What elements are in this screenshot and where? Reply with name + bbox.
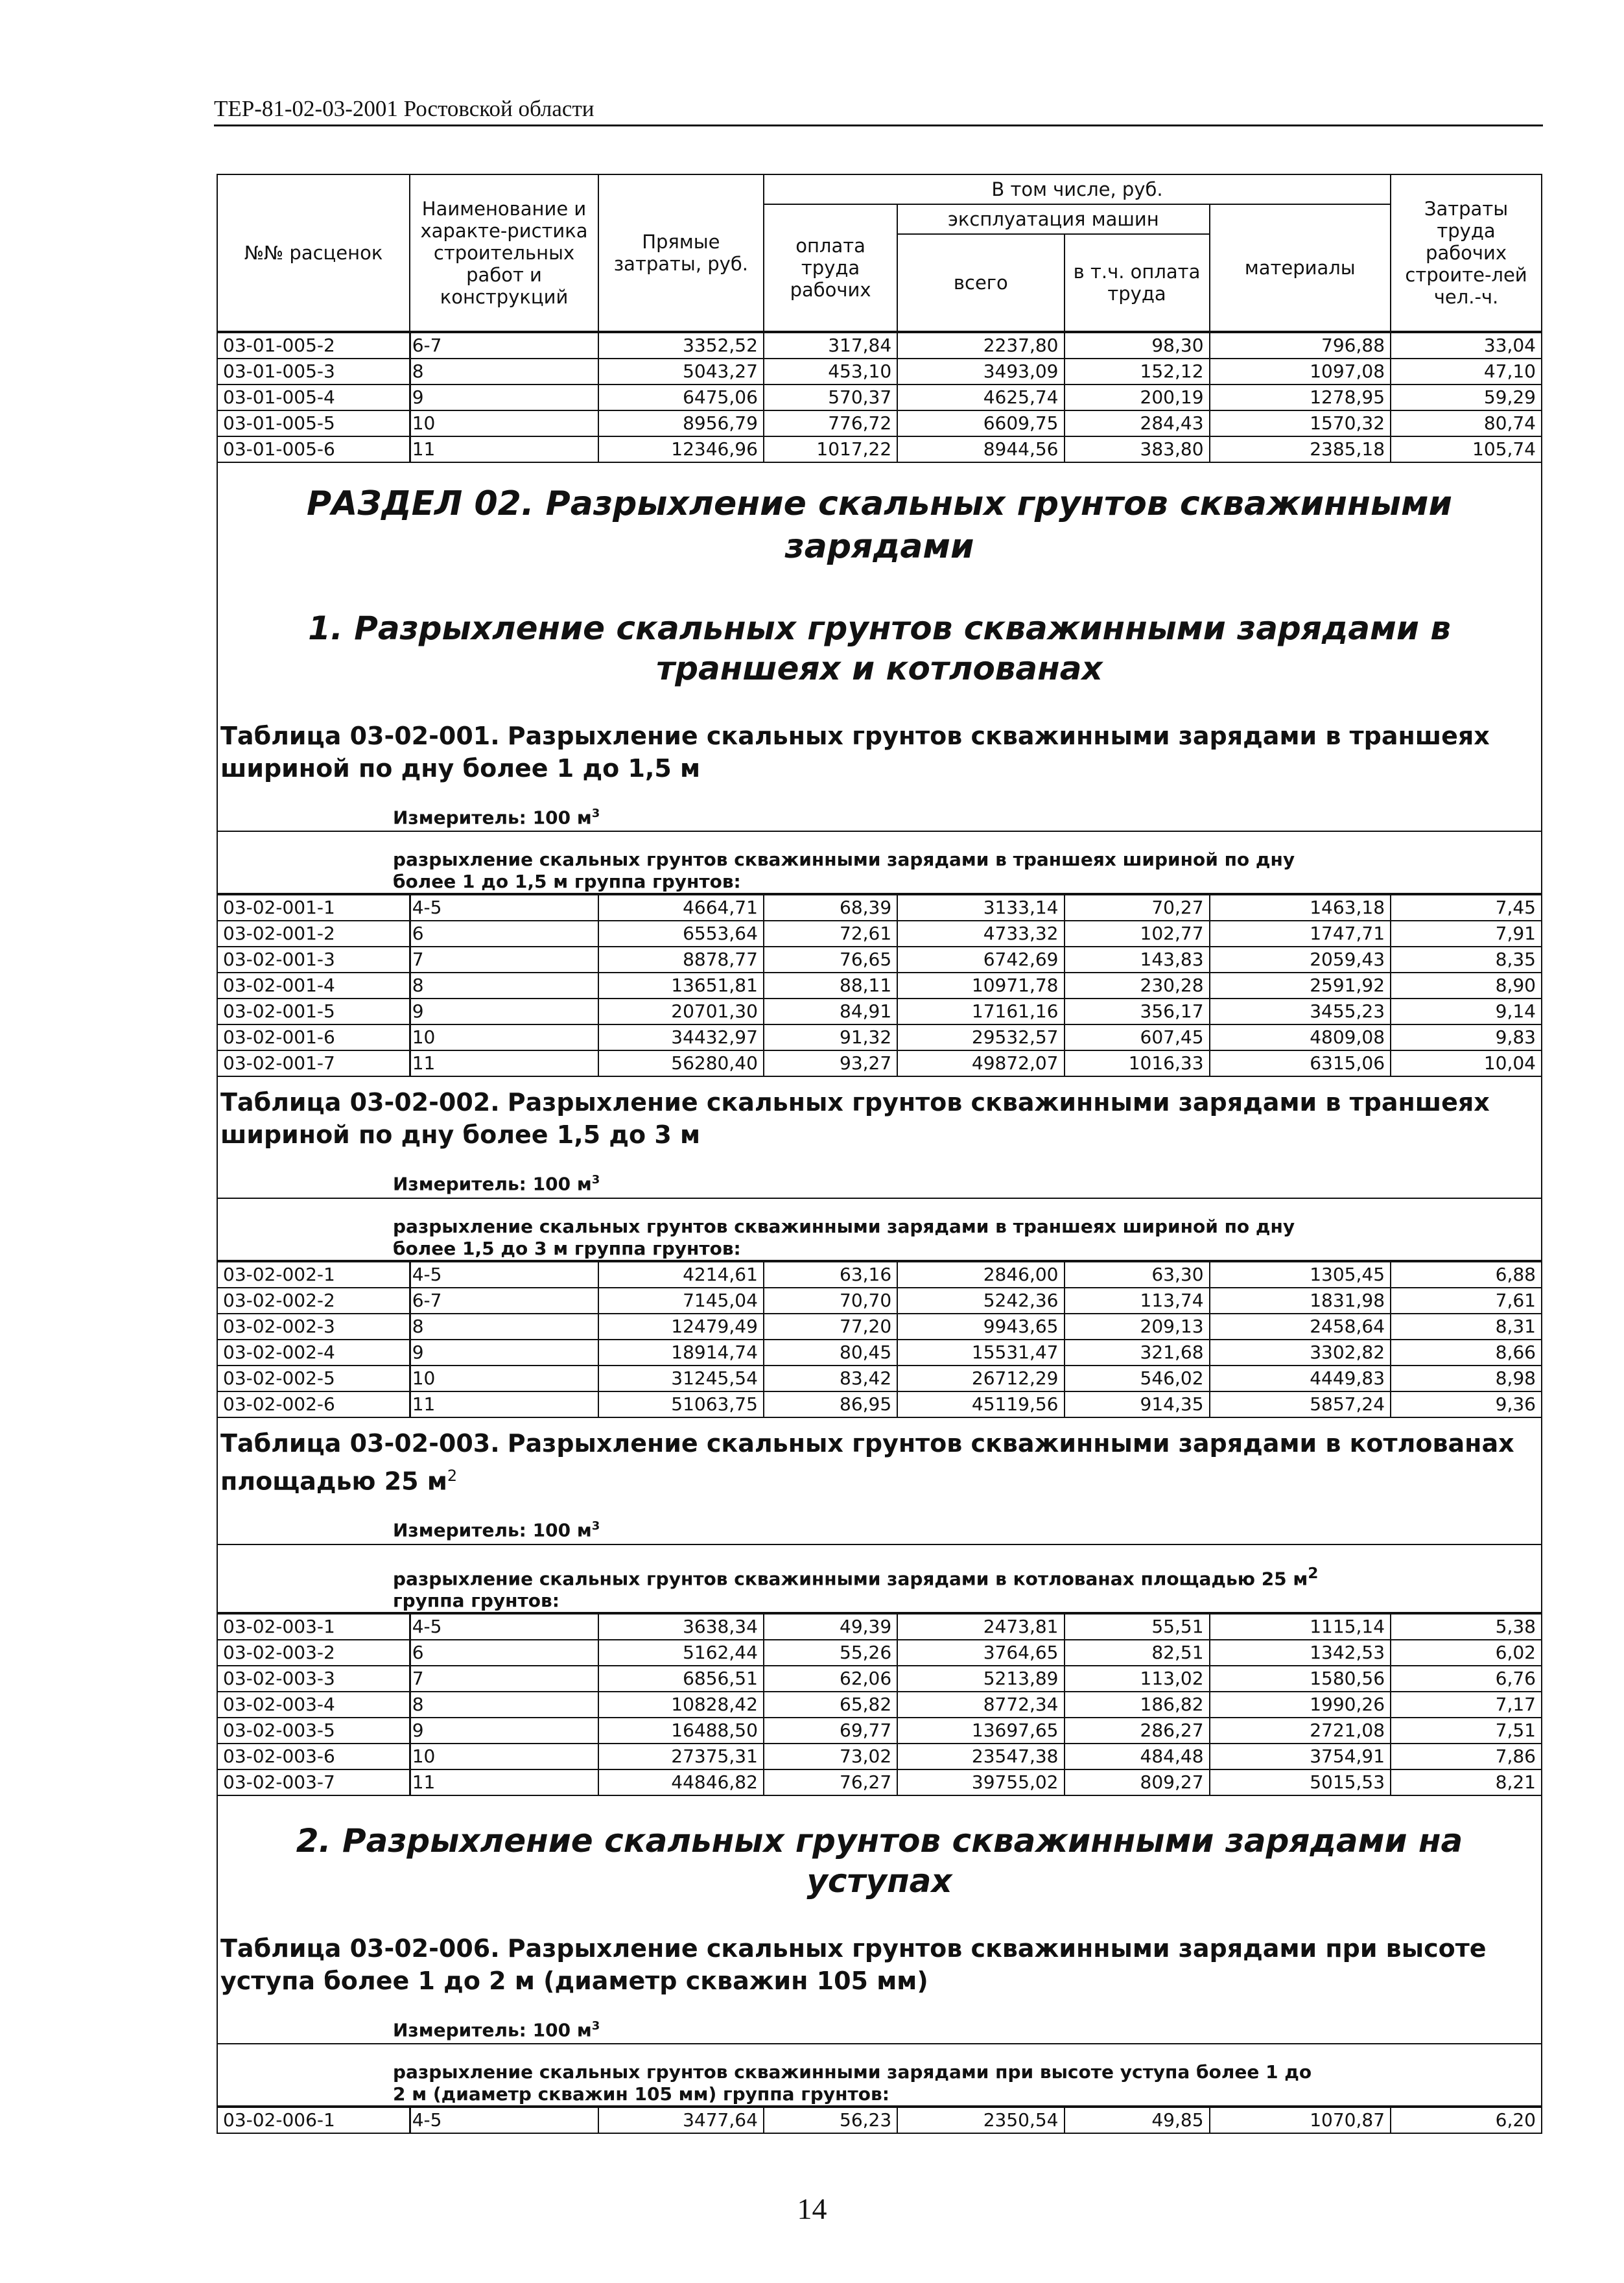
materials: 1115,14 [1210,1614,1391,1640]
rate-code: 03-02-003-2 [217,1640,410,1666]
direct-costs: 3352,52 [598,333,764,359]
machines-total: 2846,00 [897,1262,1064,1288]
soil-group: 8 [410,1692,598,1718]
direct-costs: 27375,31 [598,1744,764,1769]
table-code: Таблица 03-02-001. [220,722,500,750]
rate-code: 03-02-006-1 [217,2107,410,2133]
machines-pay: 809,27 [1065,1769,1210,1795]
machines-total: 6742,69 [897,947,1064,973]
machines-total: 6609,75 [897,410,1064,436]
labor-pay: 56,23 [764,2107,897,2133]
labor-cost: 7,86 [1391,1744,1542,1769]
header-code: №№ расценок [217,174,410,331]
direct-costs: 18914,74 [598,1340,764,1366]
machines-pay: 70,27 [1065,895,1210,921]
machines-pay: 200,19 [1065,384,1210,410]
labor-cost: 8,66 [1391,1340,1542,1366]
soil-group: 6 [410,1640,598,1666]
rate-code: 03-01-005-4 [217,384,410,410]
table-row [217,1391,1542,1417]
header-labor-pay: оплата труда рабочих [764,204,897,331]
machines-total: 15531,47 [897,1340,1064,1366]
machines-pay: 546,02 [1065,1366,1210,1391]
labor-cost: 8,35 [1391,947,1542,973]
table-03-02-001 [217,894,1542,1077]
table-row [217,1262,1542,1288]
section-title: РАЗДЕЛ 02. Разрыхление скальных грунтов скважинными зарядами [307,484,1452,566]
rate-code: 03-02-001-6 [217,1024,410,1050]
materials: 3455,23 [1210,999,1391,1024]
machines-pay: 484,48 [1065,1744,1210,1769]
direct-costs: 8956,79 [598,410,764,436]
labor-pay: 77,20 [764,1314,897,1340]
labor-cost: 8,31 [1391,1314,1542,1340]
table-row [217,384,1542,410]
labor-pay: 80,45 [764,1340,897,1366]
machines-total: 10971,78 [897,973,1064,999]
direct-costs: 12479,49 [598,1314,764,1340]
table-row [217,895,1542,921]
rate-code: 03-01-005-2 [217,333,410,359]
machines-total: 2350,54 [897,2107,1064,2133]
machines-total: 8944,56 [897,436,1064,462]
labor-pay: 93,27 [764,1050,897,1076]
machines-total: 4625,74 [897,384,1064,410]
labor-pay: 453,10 [764,359,897,384]
soil-group: 7 [410,947,598,973]
table-row [217,1288,1542,1314]
soil-group: 9 [410,1340,598,1366]
rate-code: 03-02-001-3 [217,947,410,973]
labor-pay: 1017,22 [764,436,897,462]
direct-costs: 34432,97 [598,1024,764,1050]
measure-unit: Измеритель: 100 $м^3$ [218,1514,1541,1544]
table-row [217,410,1542,436]
table-row [217,999,1542,1024]
machines-total: 13697,65 [897,1718,1064,1744]
table-caption: Разрыхление скальных грунтов скважинными зарядами в траншеях шириной по дну более 1 до 1,5 м [220,722,1490,783]
labor-pay: 63,16 [764,1262,897,1288]
direct-costs: 6553,64 [598,921,764,947]
labor-cost: 59,29 [1391,384,1542,410]
labor-pay: 72,61 [764,921,897,947]
table-row [217,436,1542,462]
table-title-002: Таблица 03-02-002. Разрыхление скальных грунтов скважинными зарядами в траншеях шириной по дну более 1,5 до 3 м [220,1088,1490,1150]
rate-code: 03-01-005-5 [217,410,410,436]
rate-code: 03-02-003-6 [217,1744,410,1769]
rate-code: 03-02-001-5 [217,999,410,1024]
soil-group: 8 [410,973,598,999]
materials: 2458,64 [1210,1314,1391,1340]
machines-total: 3133,14 [897,895,1064,921]
rate-code: 03-02-002-4 [217,1340,410,1366]
machines-pay: 55,51 [1065,1614,1210,1640]
page-number: 14 [797,2192,827,2225]
direct-costs: 3638,34 [598,1614,764,1640]
table-row [217,1050,1542,1076]
labor-pay: 68,39 [764,895,897,921]
labor-cost: 47,10 [1391,359,1542,384]
labor-cost: 6,02 [1391,1640,1542,1666]
direct-costs: 7145,04 [598,1288,764,1314]
direct-costs: 51063,75 [598,1391,764,1417]
materials: 5015,53 [1210,1769,1391,1795]
table-row [217,947,1542,973]
materials: 1990,26 [1210,1692,1391,1718]
labor-pay: 88,11 [764,973,897,999]
materials: 4809,08 [1210,1024,1391,1050]
table-row [217,359,1542,384]
machines-total: 23547,38 [897,1744,1064,1769]
labor-pay: 73,02 [764,1744,897,1769]
direct-costs: 13651,81 [598,973,764,999]
soil-group: 11 [410,436,598,462]
subsection-title-2: 2. Разрыхление скальных грунтов скважинными зарядами на уступах [296,1821,1463,1900]
materials: 2385,18 [1210,436,1391,462]
labor-pay: 84,91 [764,999,897,1024]
table-row [217,973,1542,999]
header-materials: материалы [1210,204,1391,331]
rate-code: 03-02-001-1 [217,895,410,921]
machines-pay: 152,12 [1065,359,1210,384]
header-incl: В том числе, руб. [764,174,1391,204]
soil-group: 11 [410,1769,598,1795]
labor-cost: 7,45 [1391,895,1542,921]
table-block-002 [217,1077,1542,1260]
direct-costs: 5043,27 [598,359,764,384]
labor-cost: 9,36 [1391,1391,1542,1417]
table-03-02-006 [217,2107,1542,2134]
table-row [217,1340,1542,1366]
soil-group: 4-5 [410,895,598,921]
machines-pay: 230,28 [1065,973,1210,999]
top-rows-table [217,332,1542,463]
materials: 2591,92 [1210,973,1391,999]
page-header: ТЕР-81-02-03-2001 Ростовской области [214,96,1543,126]
labor-pay: 86,95 [764,1391,897,1417]
machines-total: 45119,56 [897,1391,1064,1417]
machines-total: 26712,29 [897,1366,1064,1391]
machines-total: 17161,16 [897,999,1064,1024]
machines-total: 2473,81 [897,1614,1064,1640]
machines-pay: 286,27 [1065,1718,1210,1744]
measure-unit: Измеритель: 100 $м^3$ [218,801,1541,832]
rate-code: 03-01-005-6 [217,436,410,462]
materials: 5857,24 [1210,1391,1391,1417]
machines-total: 49872,07 [897,1050,1064,1076]
materials: 1305,45 [1210,1262,1391,1288]
materials: 2059,43 [1210,947,1391,973]
table-block-003 [217,1418,1542,1613]
soil-group: 7 [410,1666,598,1692]
labor-cost: 80,74 [1391,410,1542,436]
rate-code: 03-02-003-4 [217,1692,410,1718]
table-row [217,1314,1542,1340]
materials: 1463,18 [1210,895,1391,921]
header-name: Наименование и характе-ристика строительных работ и конструкций [410,174,598,331]
machines-pay: 209,13 [1065,1314,1210,1340]
machines-pay: 186,82 [1065,1692,1210,1718]
materials: 1097,08 [1210,359,1391,384]
direct-costs: 8878,77 [598,947,764,973]
rate-code: 03-02-002-5 [217,1366,410,1391]
labor-cost: 6,88 [1391,1262,1542,1288]
machines-total: 29532,57 [897,1024,1064,1050]
table-row [217,1614,1542,1640]
direct-costs: 16488,50 [598,1718,764,1744]
soil-group: 6-7 [410,333,598,359]
machines-total: 2237,80 [897,333,1064,359]
machines-pay: 284,43 [1065,410,1210,436]
table-03-02-002 [217,1261,1542,1418]
labor-cost: 105,74 [1391,436,1542,462]
table-row [217,1640,1542,1666]
rate-code: 03-02-001-7 [217,1050,410,1076]
table-row [217,333,1542,359]
soil-group: 11 [410,1050,598,1076]
soil-group: 6-7 [410,1288,598,1314]
rate-code: 03-02-001-2 [217,921,410,947]
measure-unit: Измеритель: 100 $м^3$ [218,2014,1541,2044]
labor-cost: 7,61 [1391,1288,1542,1314]
labor-pay: 317,84 [764,333,897,359]
materials: 1747,71 [1210,921,1391,947]
materials: 796,88 [1210,333,1391,359]
labor-pay: 70,70 [764,1288,897,1314]
machines-total: 5242,36 [897,1288,1064,1314]
machines-pay: 49,85 [1065,2107,1210,2133]
soil-group: 9 [410,1718,598,1744]
table-title-003: Таблица 03-02-003. Разрыхление скальных грунтов скважинными зарядами в котлованах площадью 25 $м^2$ [220,1428,1514,1496]
rate-code: 03-02-002-3 [217,1314,410,1340]
materials: 1570,32 [1210,410,1391,436]
direct-costs: 5162,44 [598,1640,764,1666]
machines-total: 39755,02 [897,1769,1064,1795]
document-body [217,174,1542,2134]
table-row [217,921,1542,947]
rows-description: разрыхление скальных грунтов скважинными зарядами в траншеях шириной по дну более 1,5 до 3 м группа грунтов: [218,1199,1541,1261]
direct-costs: 31245,54 [598,1366,764,1391]
measure-unit: Измеритель: 100 $м^3$ [218,1168,1541,1198]
header-machines-pay: в т.ч. оплата труда [1065,234,1210,331]
labor-cost: 9,14 [1391,999,1542,1024]
machines-pay: 356,17 [1065,999,1210,1024]
labor-pay: 55,26 [764,1640,897,1666]
direct-costs: 3477,64 [598,2107,764,2133]
soil-group: 10 [410,1744,598,1769]
table-row [217,1692,1542,1718]
soil-group: 9 [410,999,598,1024]
rate-code: 03-02-003-7 [217,1769,410,1795]
labor-cost: 5,38 [1391,1614,1542,1640]
materials: 3302,82 [1210,1340,1391,1366]
table-title-006: Таблица 03-02-006. Разрыхление скальных грунтов скважинными зарядами при высоте уступа более 1 до 2 м (диаметр скважин 105 мм) [220,1934,1487,1995]
labor-pay: 776,72 [764,410,897,436]
soil-group: 11 [410,1391,598,1417]
table-row [217,1366,1542,1391]
machines-total: 4733,32 [897,921,1064,947]
soil-group: 6 [410,921,598,947]
machines-pay: 102,77 [1065,921,1210,947]
labor-cost: 6,76 [1391,1666,1542,1692]
labor-cost: 6,20 [1391,2107,1542,2133]
table-row [217,1718,1542,1744]
rate-code: 03-02-003-3 [217,1666,410,1692]
machines-pay: 113,02 [1065,1666,1210,1692]
direct-costs: 6475,06 [598,384,764,410]
rows-description: разрыхление скальных грунтов скважинными зарядами при высоте уступа более 1 до 2 м (диаметр скважин 105 мм) группа грунтов: [218,2044,1541,2107]
direct-costs: 12346,96 [598,436,764,462]
table-row [217,1666,1542,1692]
machines-pay: 1016,33 [1065,1050,1210,1076]
machines-pay: 82,51 [1065,1640,1210,1666]
machines-total: 3493,09 [897,359,1064,384]
column-header-table [217,174,1542,332]
table-03-02-003 [217,1613,1542,1796]
materials: 1278,95 [1210,384,1391,410]
machines-total: 9943,65 [897,1314,1064,1340]
labor-cost: 33,04 [1391,333,1542,359]
materials: 1342,53 [1210,1640,1391,1666]
direct-costs: 20701,30 [598,999,764,1024]
direct-costs: 44846,82 [598,1769,764,1795]
machines-total: 3764,65 [897,1640,1064,1666]
labor-cost: 8,21 [1391,1769,1542,1795]
direct-costs: 4214,61 [598,1262,764,1288]
rate-code: 03-02-002-2 [217,1288,410,1314]
labor-pay: 49,39 [764,1614,897,1640]
labor-pay: 91,32 [764,1024,897,1050]
subsection-block-2 [217,1796,1542,2107]
materials: 1070,87 [1210,2107,1391,2133]
subsection-title-1: 1. Разрыхление скальных грунтов скважинными зарядами в траншеях и котлованах [308,609,1451,687]
direct-costs: 10828,42 [598,1692,764,1718]
materials: 3754,91 [1210,1744,1391,1769]
table-title-001 [218,711,1541,801]
materials: 1831,98 [1210,1288,1391,1314]
labor-pay: 570,37 [764,384,897,410]
materials: 6315,06 [1210,1050,1391,1076]
direct-costs: 56280,40 [598,1050,764,1076]
machines-pay: 383,80 [1065,436,1210,462]
labor-pay: 62,06 [764,1666,897,1692]
rate-code: 03-02-002-1 [217,1262,410,1288]
labor-pay: 76,27 [764,1769,897,1795]
materials: 1580,56 [1210,1666,1391,1692]
machines-total: 5213,89 [897,1666,1064,1692]
labor-cost: 8,98 [1391,1366,1542,1391]
table-row [217,1769,1542,1795]
labor-cost: 8,90 [1391,973,1542,999]
labor-pay: 65,82 [764,1692,897,1718]
machines-pay: 113,74 [1065,1288,1210,1314]
soil-group: 10 [410,410,598,436]
machines-pay: 607,45 [1065,1024,1210,1050]
labor-cost: 7,17 [1391,1692,1542,1718]
rows-description: разрыхление скальных грунтов скважинными зарядами в траншеях шириной по дну более 1 до 1,5 м группа грунтов: [218,832,1541,894]
rate-code: 03-02-003-5 [217,1718,410,1744]
soil-group: 4-5 [410,2107,598,2133]
materials: 2721,08 [1210,1718,1391,1744]
rate-code: 03-02-003-1 [217,1614,410,1640]
soil-group: 4-5 [410,1262,598,1288]
table-row [217,2107,1542,2133]
table-row [217,1744,1542,1769]
soil-group: 8 [410,359,598,384]
machines-pay: 63,30 [1065,1262,1210,1288]
machines-total: 8772,34 [897,1692,1064,1718]
direct-costs: 6856,51 [598,1666,764,1692]
soil-group: 10 [410,1366,598,1391]
header-machines: эксплуатация машин [897,204,1209,234]
header-labor-cost: Затраты труда рабочих строите-лей чел.-ч. [1391,174,1542,331]
soil-group: 4-5 [410,1614,598,1640]
machines-pay: 321,68 [1065,1340,1210,1366]
labor-pay: 76,65 [764,947,897,973]
direct-costs: 4664,71 [598,895,764,921]
rate-code: 03-02-002-6 [217,1391,410,1417]
labor-pay: 83,42 [764,1366,897,1391]
labor-cost: 9,83 [1391,1024,1542,1050]
labor-pay: 69,77 [764,1718,897,1744]
machines-pay: 914,35 [1065,1391,1210,1417]
materials: 4449,83 [1210,1366,1391,1391]
rows-description: разрыхление скальных грунтов скважинными зарядами в котлованах площадью 25 $м^2$ группа грунтов: [218,1545,1541,1613]
table-row [217,1024,1542,1050]
machines-pay: 143,83 [1065,947,1210,973]
soil-group: 8 [410,1314,598,1340]
labor-cost: 7,91 [1391,921,1542,947]
rate-code: 03-01-005-3 [217,359,410,384]
soil-group: 10 [410,1024,598,1050]
machines-pay: 98,30 [1065,333,1210,359]
labor-cost: 7,51 [1391,1718,1542,1744]
labor-cost: 10,04 [1391,1050,1542,1076]
header-machines-total: всего [897,234,1064,331]
soil-group: 9 [410,384,598,410]
section-block [217,463,1542,894]
header-direct-costs: Прямые затраты, руб. [598,174,764,331]
rate-code: 03-02-001-4 [217,973,410,999]
